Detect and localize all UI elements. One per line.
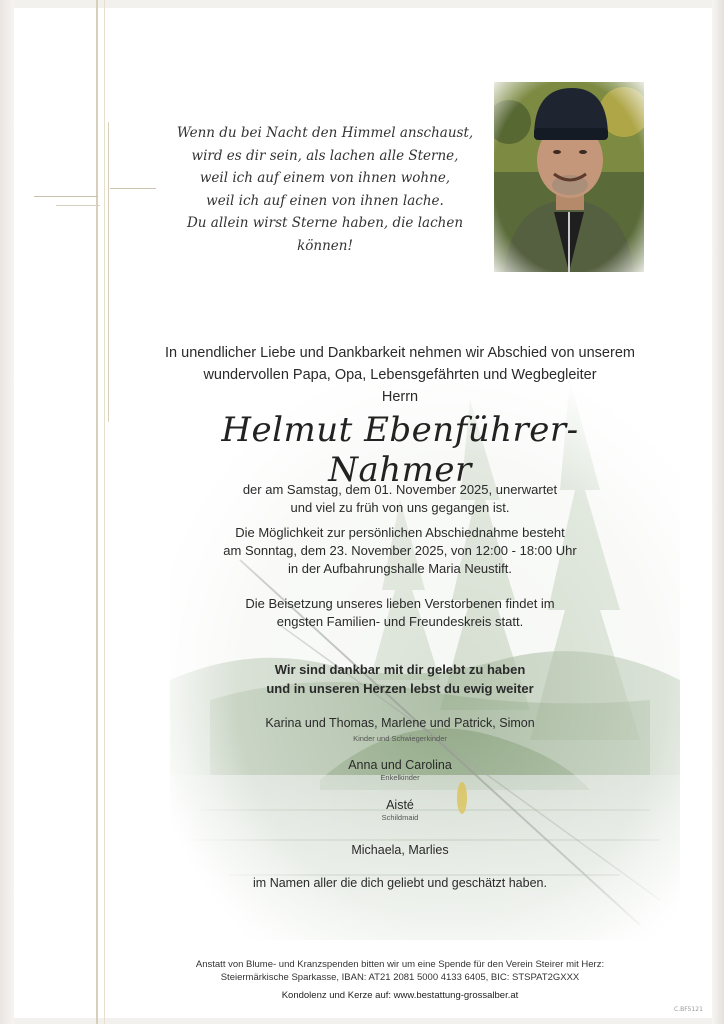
motto-line: und in unseren Herzen lebst du ewig weiter — [266, 681, 534, 696]
passing-text — [150, 481, 650, 517]
farewell-text — [150, 524, 650, 578]
poem-line: weil ich auf einem von ihnen wohne, — [199, 170, 451, 186]
intro-text — [150, 342, 650, 408]
cross-horizontal-accent-line — [56, 205, 100, 206]
cross-horizontal-left-line — [34, 196, 98, 197]
donation-line: Anstatt von Blume- und Kranzspenden bitten wir um eine Spende für den Verein Steirer mit Herz: — [195, 959, 605, 970]
donation-note — [150, 958, 650, 984]
passing-line: und viel zu früh von uns gegangen ist. — [290, 500, 510, 515]
passing-line: der am Samstag, dem 01. November 2025, unerwartet — [242, 482, 558, 497]
closing-text: im Namen aller die dich geliebt und geschätzt haben. — [253, 876, 547, 890]
burial-line: engsten Familien- und Freundeskreis statt. — [276, 614, 524, 629]
scan-edge-left — [0, 0, 14, 1024]
poem-line: Du allein wirst Sterne haben, die lachen können! — [186, 215, 464, 254]
motto-text — [150, 660, 650, 698]
mourner-role: Enkelkinder — [380, 773, 420, 782]
mourner-role: Kinder und Schwiegerkinder — [353, 734, 447, 743]
portrait-photo — [494, 82, 644, 272]
cross-horizontal-right-line — [110, 188, 156, 189]
poem — [165, 122, 485, 257]
mourner-role: Schildmaid — [381, 813, 419, 822]
intro-line: Herrn — [381, 389, 419, 405]
mourner-names: Michaela, Marlies — [351, 843, 449, 857]
burial-text — [150, 595, 650, 631]
cross-vertical-line — [96, 0, 98, 1024]
poem-line: weil ich auf einen von ihnen lache. — [206, 192, 444, 209]
poem-line: Wenn du bei Nacht den Himmel anschaust, — [176, 125, 474, 141]
cross-vertical-thin-line — [104, 0, 105, 1024]
condolence-link[interactable]: Kondolenz und Kerze auf: www.bestattung-grossalber.at — [281, 990, 519, 1001]
document-code: C.BF5121 — [674, 1006, 703, 1013]
mourner-names: Aisté — [386, 798, 414, 812]
intro-line: wundervollen Papa, Opa, Lebensgefährten und Wegbegleiter — [203, 367, 597, 383]
mourner-names: Anna und Carolina — [348, 758, 452, 772]
mourner-names: Karina und Thomas, Marlene und Patrick, Simon — [265, 716, 535, 730]
motto-line: Wir sind dankbar mit dir gelebt zu haben — [274, 662, 526, 677]
farewell-line: am Sonntag, dem 23. November 2025, von 12:00 - 18:00 Uhr — [223, 543, 577, 558]
intro-line: In unendlicher Liebe und Dankbarkeit nehmen wir Abschied von unserem — [165, 345, 635, 361]
farewell-line: in der Aufbahrungshalle Maria Neustift. — [287, 561, 512, 576]
poem-line: wird es dir sein, als lachen alle Sterne, — [191, 147, 459, 164]
farewell-line: Die Möglichkeit zur persönlichen Abschiednahme besteht — [235, 525, 565, 540]
deceased-name: Helmut Ebenführer-Nahmer — [221, 410, 579, 490]
bank-details-line: Steiermärkische Sparkasse, IBAN: AT21 2081 5000 4133 6405, BIC: STSPAT2GXXX — [220, 972, 580, 983]
cross-vertical-short-line — [108, 122, 109, 422]
scan-edge-right — [712, 0, 724, 1024]
burial-line: Die Beisetzung unseres lieben Verstorbenen findet im — [245, 596, 555, 611]
